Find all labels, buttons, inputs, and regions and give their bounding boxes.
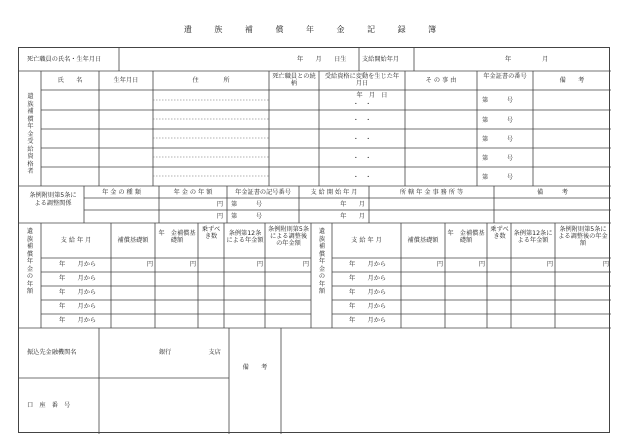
col-change-date-header: 受給資格に変動を生じた年月日 xyxy=(324,73,400,87)
right-from-row-1: 年 月から xyxy=(349,261,387,268)
left-col-multiplier-header: 乗ずべき数 xyxy=(201,226,221,240)
left-from-row-2: 年 月から xyxy=(59,275,97,282)
right-col-pay-month-header: 支 給 年 月 xyxy=(351,237,382,244)
change-date-unit: 年 月 日 xyxy=(356,92,388,99)
deceased-birth-date: 年 月 日生 xyxy=(297,56,347,63)
change-date-row-4: ・ ・ xyxy=(352,155,372,162)
right-col-art12-header: 条例第12条による年金額 xyxy=(513,230,553,244)
adjust-start-row-1: 年 月 xyxy=(340,201,365,208)
col-annual-amount-header: 年 金 の 年 額 xyxy=(173,189,213,196)
deceased-label: 死亡職員の氏名・生年月日 xyxy=(27,56,102,63)
left-adjusted-yen: 円 xyxy=(302,261,309,268)
col-certificate-code-header: 年金証書の記号番号 xyxy=(235,189,291,196)
annual-right-side-label: 遺族補償年金の年額 xyxy=(318,228,326,295)
right-col-base-amount-header: 補償基礎額 xyxy=(407,237,439,244)
right-pension-base-yen: 円 xyxy=(478,261,485,268)
certificate-number-row-3: 第 号 xyxy=(482,136,513,143)
col-address-header: 住 所 xyxy=(192,77,230,84)
adjustment-side-label: 条例附則第5条による調整関係 xyxy=(29,192,77,207)
pay-start-label: 支給開始年月 xyxy=(362,56,400,63)
right-col-adjusted-header: 条例附則第5条による調整後の年金額 xyxy=(558,226,608,247)
bank-label: 振込先金融機関名 xyxy=(27,349,77,356)
right-col-multiplier-header: 乗ずべき数 xyxy=(490,226,509,240)
certificate-number-row-4: 第 号 xyxy=(482,155,513,162)
col-certificate-header: 年金証書の番号 xyxy=(483,73,527,80)
change-date-row-5: ・ ・ xyxy=(352,174,372,181)
recipients-side-label: 遺族補償年金受給資格者 xyxy=(27,93,34,175)
change-date-row-2: ・ ・ xyxy=(352,117,372,124)
right-base-yen: 円 xyxy=(436,261,443,268)
col-relation-header: 死亡職員との続柄 xyxy=(272,73,316,87)
left-pension-base-yen: 円 xyxy=(189,261,196,268)
left-from-row-5: 年 月から xyxy=(59,317,97,324)
left-from-row-3: 年 月から xyxy=(59,289,97,296)
left-col-base-amount-header: 補償基礎額 xyxy=(117,237,149,244)
left-col-pay-month-header: 支 給 年 月 xyxy=(60,237,92,244)
adjust-amount-row-2: 円 xyxy=(216,213,223,220)
form-title: 遺 族 補 償 年 金 記 録 簿 xyxy=(183,25,447,34)
adjust-amount-row-1: 円 xyxy=(216,201,223,208)
col-birthdate-header: 生年月日 xyxy=(113,77,139,84)
right-col-pension-base-header: 年 金補償基礎額 xyxy=(447,230,485,244)
bank-branch-value: 銀行 支店 xyxy=(159,349,221,356)
pay-start-value: 年 月 xyxy=(505,56,549,63)
footer-remarks-label: 備 考 xyxy=(242,364,268,371)
adjust-start-row-2: 年 月 xyxy=(340,213,365,220)
col-adjust-remarks-header: 備 考 xyxy=(537,189,568,196)
left-col-pension-base-header: 年 金補償基礎額 xyxy=(158,230,196,244)
adjust-code-row-2: 第 号 xyxy=(231,213,262,220)
col-name-header: 氏 名 xyxy=(57,77,83,84)
adjust-code-row-1: 第 号 xyxy=(231,201,262,208)
right-art12-yen: 円 xyxy=(546,261,553,268)
col-pension-type-header: 年 金 の 種 類 xyxy=(102,189,141,196)
col-pension-office-header: 所 轄 年 金 事 務 所 等 xyxy=(399,189,464,196)
change-date-row-1: ・ ・ xyxy=(352,101,372,108)
certificate-number-row-1: 第 号 xyxy=(482,97,513,104)
certificate-number-row-5: 第 号 xyxy=(482,174,513,181)
form-frame xyxy=(18,47,610,433)
annual-left-side-label: 遺族補償年金の年額 xyxy=(26,228,34,295)
account-number-label: 口 座 番 号 xyxy=(27,402,71,409)
left-from-row-1: 年 月から xyxy=(59,261,97,268)
col-remarks-header: 備 考 xyxy=(559,77,585,84)
right-from-row-2: 年 月から xyxy=(349,275,387,282)
certificate-number-row-2: 第 号 xyxy=(482,117,513,124)
right-from-row-3: 年 月から xyxy=(349,289,387,296)
right-from-row-5: 年 月から xyxy=(349,317,387,324)
left-col-art12-header: 条例第12条による年金額 xyxy=(226,230,264,244)
left-base-yen: 円 xyxy=(146,261,153,268)
col-reason-header: そ の 事 由 xyxy=(425,77,457,84)
left-col-adjusted-header: 条例附則第5条による調整後の年金額 xyxy=(267,226,310,247)
col-start-month-header: 支 給 開 始 年 月 xyxy=(310,189,358,196)
right-from-row-4: 年 月から xyxy=(349,303,387,310)
change-date-row-3: ・ ・ xyxy=(352,136,372,143)
left-from-row-4: 年 月から xyxy=(59,303,97,310)
right-adjusted-yen: 円 xyxy=(602,261,609,268)
left-art12-yen: 円 xyxy=(256,261,263,268)
